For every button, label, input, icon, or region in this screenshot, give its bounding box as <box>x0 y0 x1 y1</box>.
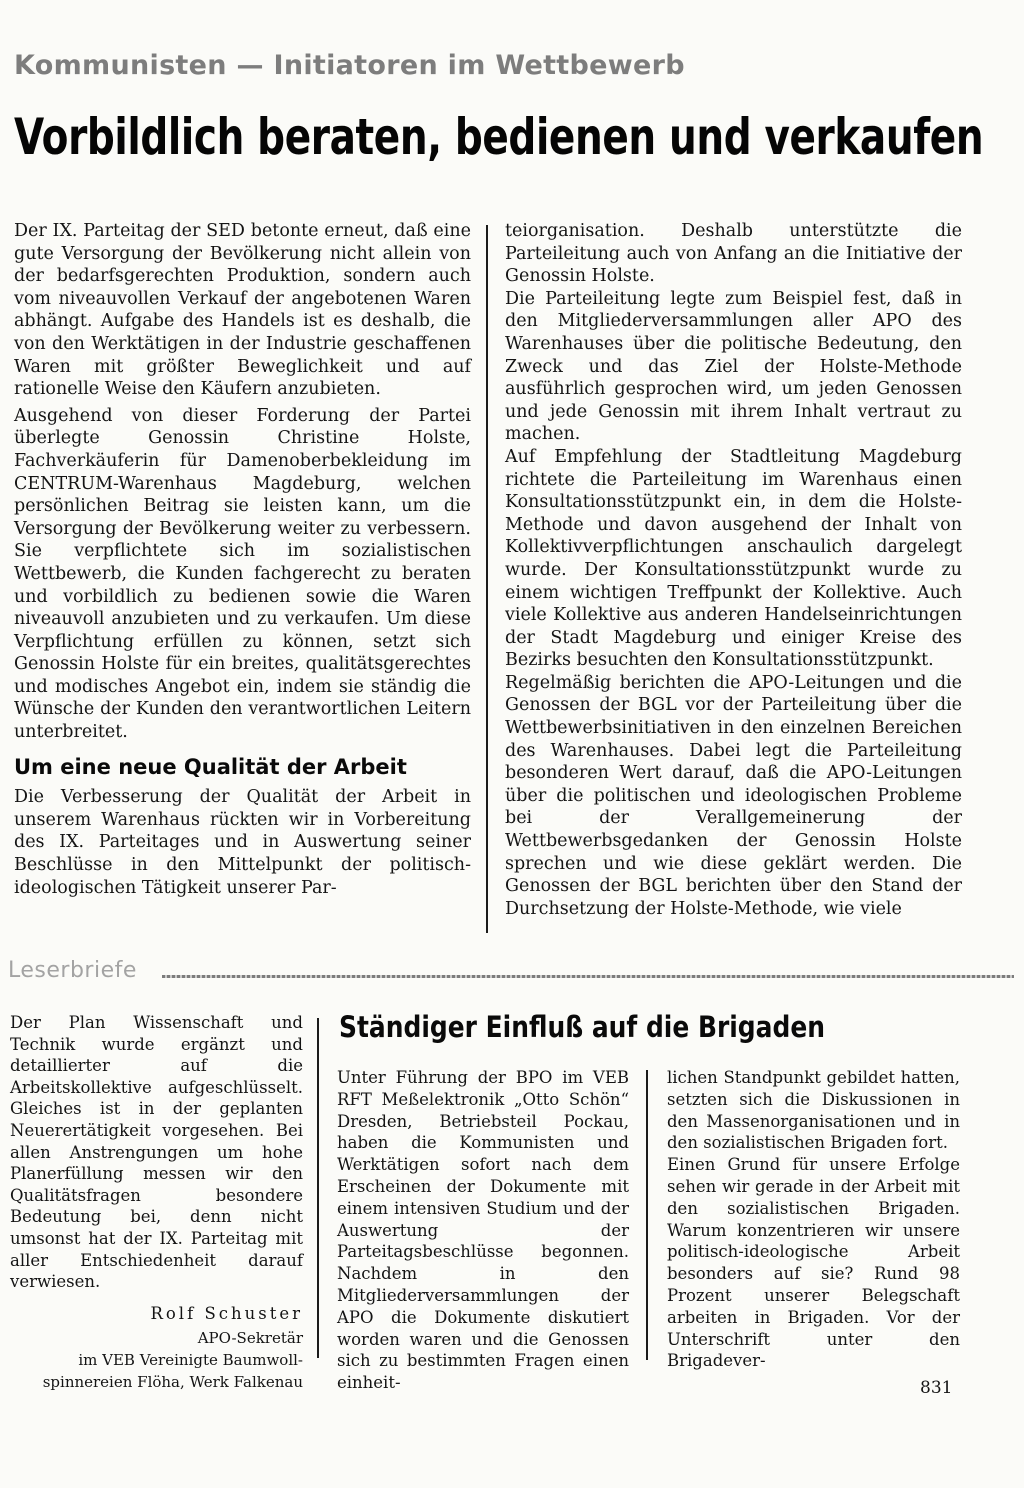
article-paragraph: Ausgehend von dieser Forderung der Partei überlegte Genossin Christine Holste, Fachverkäuferin für Damenoberbekleidung im CENTRUM-Warenhaus Magdeburg, welchen persönlichen Beitrag sie leisten kann, um die Versorgung der Bevölkerung weiter zu verbessern. Sie verpflichtete sich im sozialistischen Wettbewerb, die Kunden fachgerecht zu beraten und vorbildlich zu bedienen sowie die Waren niveauvoll anzubieten und zu verkaufen. Um diese Verpflichtung erfüllen zu können, setzt sich Genossin Holste für ein breites, qualitätsgerechtes und modisches Angebot ein, indem sie ständig die Wünsche der Kunden den verantwortlichen Leitern unterbreitet. <box>14 405 471 743</box>
letter-2-paragraph: lichen Standpunkt gebildet hatten, setzten sich die Diskussionen in den Massenorganisationen und in den sozialistischen Brigaden fort. <box>667 1068 960 1153</box>
letter-2-column-2 <box>667 1067 960 1372</box>
article-headline: Vorbildlich beraten, bedienen und verkaufen <box>14 108 984 166</box>
article-paragraph: teiorganisation. Deshalb unterstützte die Parteileitung auch von Anfang an die Initiative der Genossin Holste. <box>505 221 962 287</box>
article-paragraph: Regelmäßig berichten die APO-Leitungen und die Genossen der BGL vor der Parteileitung über die Wettbewerbsinitiativen in den einzelnen Bereichen des Warenhauses. Dabei legt die Parteileitung besonderen Wert darauf, daß die APO-Leitungen über die politischen und ideologischen Probleme bei der Verallgemeinerung der Wettbewerbsgedanken der Genossin Holste sprechen und wie diese geklärt werden. Die Genossen der BGL berichten über den Stand der Durchsetzung der Holste-Methode, wie viele <box>505 672 962 919</box>
column-divider <box>486 225 488 933</box>
article-paragraph: Die Parteileitung legte zum Beispiel fest, daß in den Mitgliederversammlungen aller APO des Warenhauses über die politische Bedeutung, den Zweck und das Ziel der Holste-Methode ausführlich gesprochen wird, um jeden Genossen und jede Genossin mit ihrem Inhalt vertraut zu machen. <box>505 288 962 445</box>
letter-1-text: Der Plan Wissenschaft und Technik wurde ergänzt und detaillierter auf die Arbeitskollektive aufgeschlüsselt. Gleiches ist in der geplanten Neuerertätigkeit vorgesehen. Bei allen Anstrengungen um hohe Planerfüllung messen wir den Qualitätsfragen besondere Bedeutung bei, denn nicht umsonst hat der IX. Parteitag mit aller Entschiedenheit darauf verwiesen. <box>10 1013 303 1292</box>
column-divider <box>646 1070 648 1360</box>
article-subheading: Um eine neue Qualität der Arbeit <box>14 754 407 779</box>
letter-1-org-line-2: spinnereien Flöha, Werk Falkenau <box>42 1372 303 1391</box>
letter-1 <box>10 1012 303 1393</box>
article-kicker: Kommunisten — Initiatoren im Wettbewerb <box>14 50 685 81</box>
page-number: 831 <box>920 1378 953 1398</box>
letter-2-column-1 <box>337 1067 629 1394</box>
letter-1-author: Rolf Schuster <box>150 1303 303 1323</box>
article-paragraph: Die Verbesserung der Qualität der Arbeit in unserem Warenhaus rückten wir in Vorbereitung des IX. Parteitages und in Auswertung seiner Beschlüsse in den Mittelpunkt der politisch-ideologischen Tätigkeit unserer Par- <box>14 787 471 898</box>
article-paragraph: Auf Empfehlung der Stadtleitung Magdeburg richtete die Parteileitung im Warenhaus einen Konsultationsstützpunkt ein, in dem die Holste-Methode und davon ausgehend der Inhalt von Kollektivverpflichtungen anschaulich dargelegt wurde. Der Konsultationsstützpunkt wurde zu einem wichtigen Treffpunkt der Kollektive. Auch viele Kollektive aus anderen Handelseinrichtungen der Stadt Magdeburg und einiger Kreise des Bezirks besuchten den Konsultationsstützpunkt. <box>505 446 962 671</box>
letter-2-headline: Ständiger Einfluß auf die Brigaden <box>339 1010 826 1044</box>
article-column-2 <box>505 220 962 920</box>
article-column-1 <box>14 220 471 903</box>
letter-1-role: APO-Sekretär <box>197 1329 303 1348</box>
section-rule <box>162 975 1014 978</box>
section-label-leserbriefe: Leserbriefe <box>8 958 137 983</box>
article-paragraph: Der IX. Parteitag der SED betonte erneut, daß eine gute Versorgung der Bevölkerung nicht allein von der bedarfsgerechten Produktion, sondern auch vom niveauvollen Verkauf der angebotenen Waren abhängt. Aufgabe des Handels ist es deshalb, die von den Werktätigen in der Industrie geschaffenen Waren mit größter Beweglichkeit und auf rationelle Weise den Käufern anzubieten. <box>14 221 471 400</box>
letter-2-paragraph: Einen Grund für unsere Erfolge sehen wir gerade in der Arbeit mit den sozialistischen Brigaden. Warum konzentrieren wir unsere politisch-ideologische Arbeit besonders auf sie? Rund 98 Prozent unserer Belegschaft arbeiten in Brigaden. Vor der Unterschrift unter den Brigadever- <box>667 1155 960 1371</box>
column-divider <box>317 1018 319 1358</box>
letter-2-paragraph: Unter Führung der BPO im VEB RFT Meßelektronik „Otto Schön“ Dresden, Betriebsteil Pockau, haben die Kommunisten und Werktätigen sofort nach dem Erscheinen der Dokumente mit einem intensiven Studium und der Auswertung der Parteitagsbeschlüsse begonnen. Nachdem in den Mitgliederversammlungen der APO die Dokumente diskutiert worden waren und die Genossen sich zu bestimmten Fragen einen einheit- <box>337 1068 629 1393</box>
letter-1-org-line-1: im VEB Vereinigte Baumwoll- <box>78 1350 303 1369</box>
